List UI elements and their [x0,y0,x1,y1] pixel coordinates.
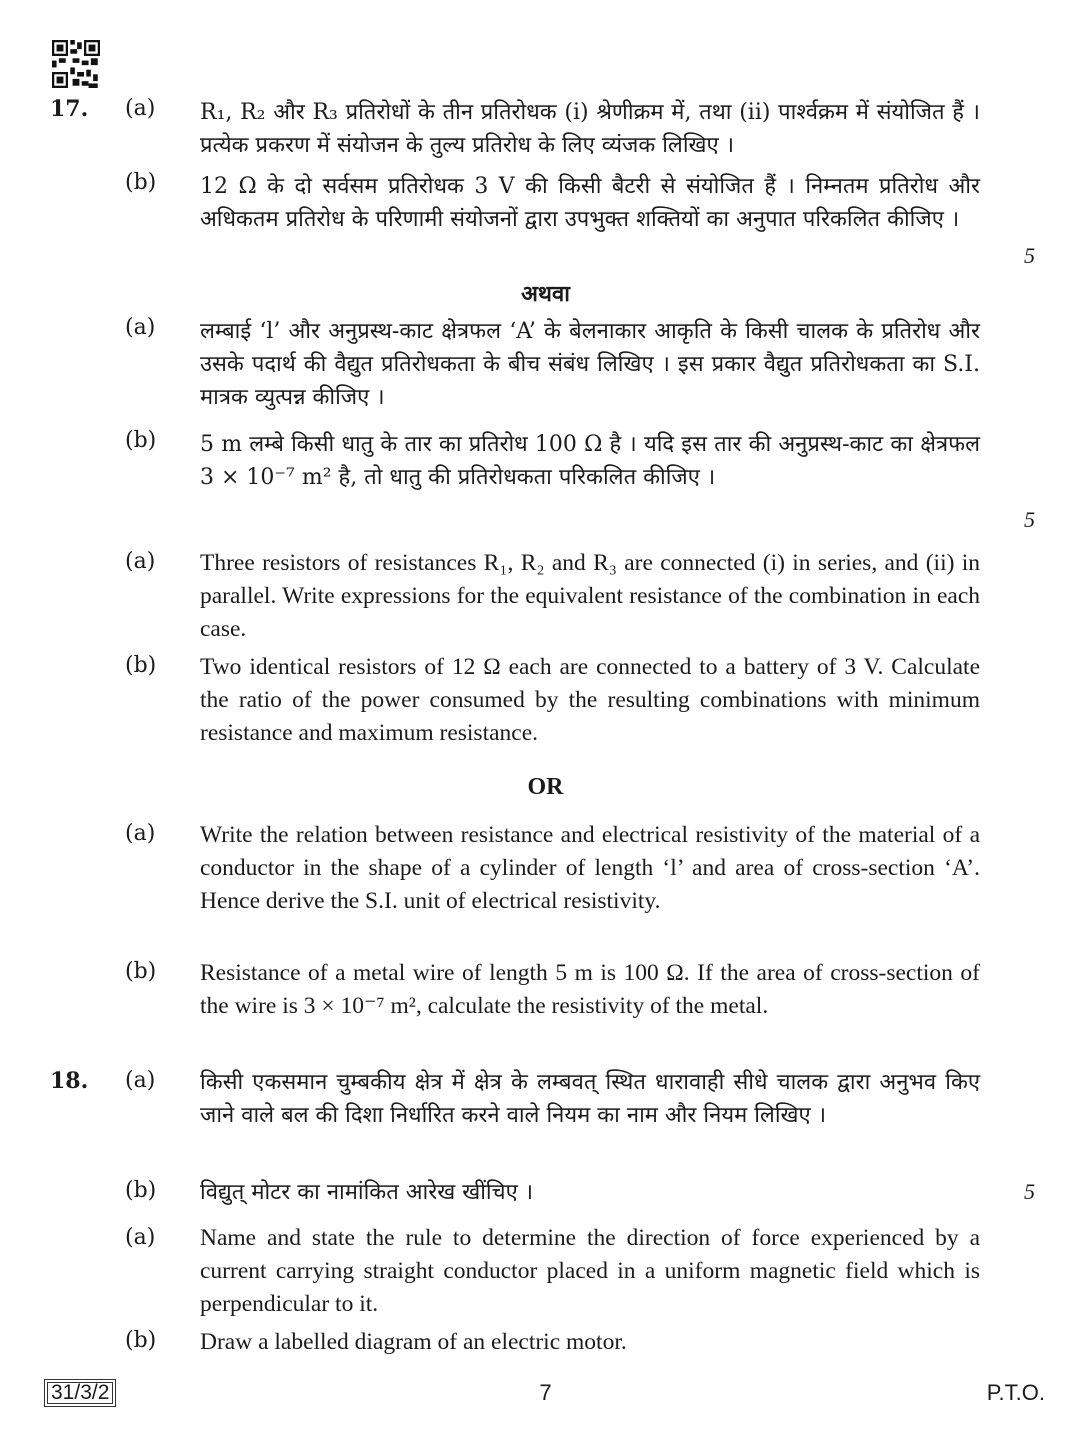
q18-hindi-part-b: विद्युत् मोटर का नामांकित आरेख खींचिए । [200,1180,534,1205]
part-label: (a) [125,96,156,121]
q17-hindi-part-a: R₁, R₂ और R₃ प्रतिरोधों के तीन प्रतिरोधक (i) श्रेणीक्रम में, तथा (ii) पार्श्वक्रम में संयोजित हैं । प्रत्येक प्रकरण में संयोजन के तुल्य प्रतिरोध के लिए व्यंजक लिखिए । [200,100,980,158]
part-label: (b) [125,959,157,984]
q18-hindi-part-a: किसी एकसमान चुम्बकीय क्षेत्र में क्षेत्र के लम्बवत् स्थित धारावाही सीधे चालक द्वारा अनुभव किए जाने वाले बल की दिशा निर्धारित करने वाले नियम का नाम और नियम लिखिए । [200,1070,980,1128]
q17-english-part-b: Two identical resistors of 12 Ω each are connected to a battery of 3 V. Calculate the ratio of the power consumed by the resulting combinations with minimum resistance and maximum resistance. [200,654,980,746]
paper-code: 31/3/2 [44,1379,116,1407]
q17-hindi-or-part-a: लम्बाई ‘l’ और अनुप्रस्थ-काट क्षेत्रफल ‘A’ के बेलनाकार आकृति के किसी चालक के प्रतिरोध और उसके पदार्थ की वैद्युत प्रतिरोधकता के बीच संबंध लिखिए । इस प्रकार वैद्युत प्रतिरोधकता का S.I. मात्रक व्युत्पन्न कीजिए । [200,319,980,410]
page-number: 7 [539,1380,552,1405]
q17-hindi-or-part-b: 5 m लम्बे किसी धातु के तार का प्रतिरोध 100 Ω है । यदि इस तार की अनुप्रस्थ-काट का क्षेत्रफल 3 × 10⁻⁷ m² है, तो धातु की प्रतिरोधकता परिकलित कीजिए । [200,432,980,490]
q18-english-part-b: Draw a labelled diagram of an electric motor. [200,1329,627,1355]
or-separator-hindi: अथवा [521,281,570,307]
part-label: (b) [125,1178,157,1203]
marks: 5 [1024,1179,1035,1204]
part-label: (a) [125,549,156,574]
part-label: (a) [125,1225,156,1250]
question-number-17: 17. [50,96,89,122]
q17-hindi-part-b: 12 Ω के दो सर्वसम प्रतिरोधक 3 V की किसी बैटरी से संयोजित हैं । निम्नतम प्रतिरोध और अधिकतम प्रतिरोध के परिणामी संयोजनों द्वारा उपभुक्त शक्तियों का अनुपात परिकलित कीजिए । [200,174,980,232]
question-number-18: 18. [50,1068,89,1094]
part-label: (b) [125,653,157,678]
part-label: (a) [125,315,156,340]
marks: 5 [1024,507,1035,532]
or-separator-english: OR [527,774,564,800]
q18-english-part-a: Name and state the rule to determine the direction of force experienced by a current carrying straight conductor placed in a uniform magnetic field which is perpendicular to it. [200,1225,980,1317]
part-label: (b) [125,170,157,195]
q17-english-part-a: Three resistors of resistances R₁, R₂ and R₃ are connected (i) in series, and (ii) in parallel. Write expressions for the equivalent resistance of the combination in each case. [200,550,980,642]
part-label: (a) [125,821,156,846]
part-label: (a) [125,1068,156,1093]
please-turn-over: P.T.O. [986,1380,1045,1405]
q17-english-or-part-a: Write the relation between resistance and electrical resistivity of the material of a conductor in the shape of a cylinder of length ‘l’ and area of cross-section ‘A’. Hence derive the S.I. unit of electrical resistivity. [200,822,980,914]
part-label: (b) [125,1328,157,1353]
q17-english-or-part-b: Resistance of a metal wire of length 5 m is 100 Ω. If the area of cross-section of the wire is 3 × 10⁻⁷ m², calculate the resistivity of the metal. [200,960,980,1019]
marks: 5 [1024,243,1035,268]
part-label: (b) [125,428,157,453]
qr-code-icon [52,40,100,88]
